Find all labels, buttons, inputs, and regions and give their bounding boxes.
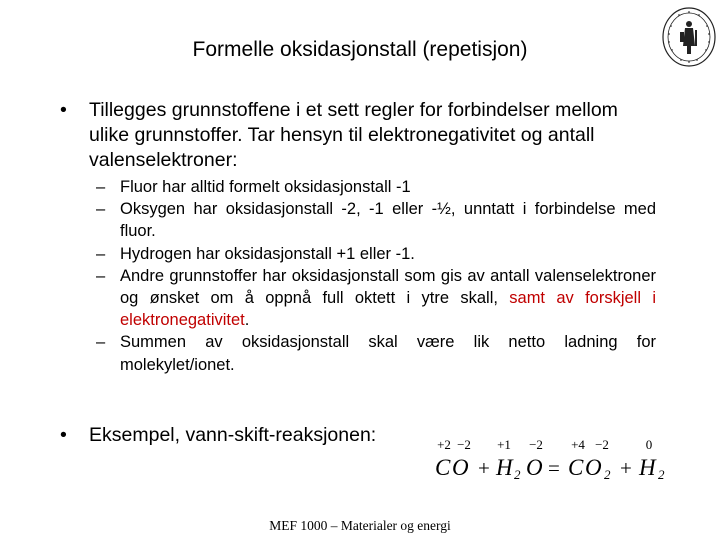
eq-o2: O bbox=[526, 455, 543, 480]
dash-marker: – bbox=[96, 178, 106, 196]
eq-c1: C bbox=[435, 455, 451, 480]
rule-text: Oksygen har oksidasjonstall -2, -1 eller -½, unntatt i forbindelse med fluor. bbox=[120, 200, 656, 241]
eq-sub1: 2 bbox=[514, 467, 521, 482]
rule-text-end: . bbox=[244, 311, 250, 330]
dash-marker: – bbox=[96, 266, 106, 285]
bullet-text-example: Eksempel, vann-skift-reaksjonen: bbox=[89, 424, 377, 446]
rule-text: Hydrogen har oksidasjonstall +1 eller -1. bbox=[120, 244, 415, 263]
university-seal-icon bbox=[661, 6, 717, 68]
rule-text: Summen av oksidasjonstall skal være lik netto ladning for molekylet/ionet. bbox=[120, 333, 656, 374]
bullet-marker: • bbox=[60, 99, 67, 121]
eq-sub2: 2 bbox=[604, 467, 611, 482]
eq-h1: H bbox=[496, 455, 513, 480]
eq-sub3: 2 bbox=[658, 467, 665, 482]
slide-footer: MEF 1000 – Materialer og energi bbox=[269, 518, 451, 533]
dash-marker: – bbox=[96, 244, 106, 263]
rule-text: Fluor har alltid formelt oksidasjonstall -1 bbox=[120, 178, 411, 196]
rule-text bbox=[120, 265, 656, 332]
water-shift-equation bbox=[432, 436, 682, 486]
ox-num-o1: −2 bbox=[457, 437, 471, 452]
rule-item-fluorine bbox=[96, 176, 656, 198]
eq-o3: O bbox=[585, 455, 602, 480]
rule-item-sum bbox=[96, 331, 656, 375]
rule-text-plain: Andre grunnstoffer har oksidasjonstall som gis av antall valenselektroner og ønsket om å oppnå full oktett i ytre skall, bbox=[120, 266, 656, 308]
rule-item-oxygen bbox=[96, 198, 656, 242]
eq-plus2: + bbox=[620, 456, 632, 480]
eq-o1: O bbox=[452, 455, 469, 480]
ox-num-h2b: 0 bbox=[645, 437, 653, 452]
eq-equals: = bbox=[548, 456, 560, 480]
eq-plus1: + bbox=[478, 456, 490, 480]
eq-h2: H bbox=[639, 455, 656, 480]
rule-item-hydrogen bbox=[96, 243, 656, 265]
rule-text-highlight: samt av forskjell i elektronegativitet bbox=[120, 289, 657, 330]
bullet-text-rules: Tillegges grunnstoffene i et sett regler for forbindelser mellom ulike grunnstoffer. Tar hensyn til elektronegativitet og antall valenselektroner: bbox=[89, 99, 618, 171]
ox-num-h2: +1 bbox=[497, 437, 511, 452]
eq-c2: C bbox=[568, 455, 584, 480]
dash-marker: – bbox=[96, 200, 106, 219]
rule-item-other-elements bbox=[96, 265, 656, 332]
slide-title: Formelle oksidasjonstall (repetisjon) bbox=[192, 38, 528, 61]
ox-num-c1: +2 bbox=[437, 437, 451, 452]
rule-list bbox=[96, 176, 656, 376]
ox-num-o3: −2 bbox=[595, 437, 609, 452]
bullet-marker: • bbox=[60, 424, 67, 446]
ox-num-c2: +4 bbox=[571, 437, 585, 452]
dash-marker: – bbox=[96, 333, 106, 352]
ox-num-o2: −2 bbox=[529, 437, 543, 452]
